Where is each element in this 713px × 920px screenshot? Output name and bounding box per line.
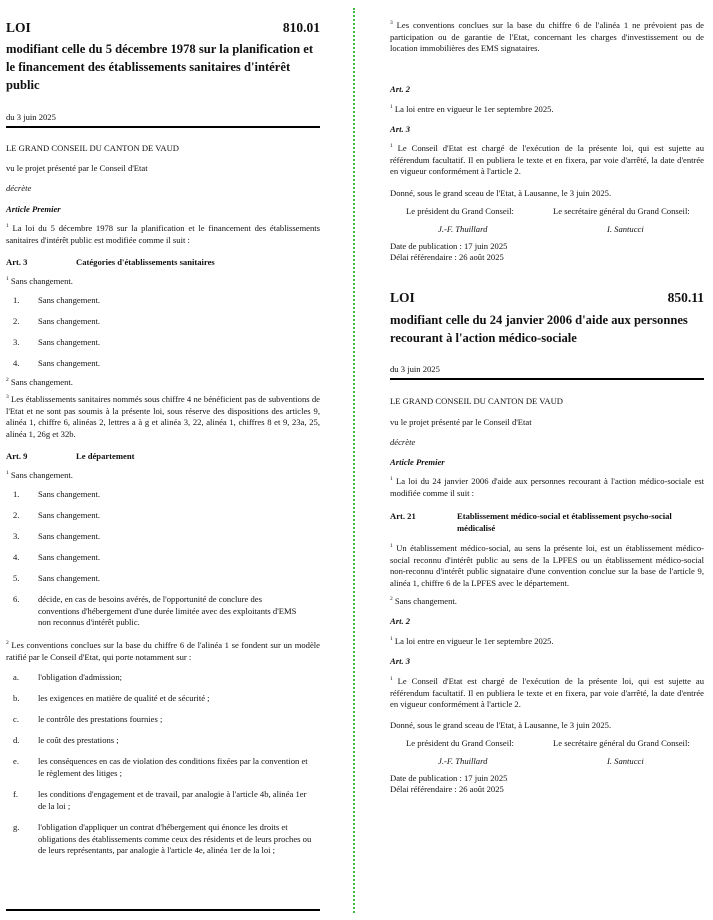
secretary2-name: I. Santucci: [607, 756, 644, 766]
list-item-number: f.: [13, 789, 19, 799]
law-title: modifiant celle du 5 décembre 1978 sur la planification et le financement des établissements sanitaires d'intérêt public: [6, 42, 314, 92]
art21-al1: $^1$ Un établissement médico-social, au sens la présente loi, est un établissement médico-social reconnu d'intérêt public au sens de la LPFES ou un établissement médico-social non-reconnu d'intérêt public signataire d'une convention conclue sur la base de l'article 9, alinéa 1, chiffre 6 de la LPFES avec le département.: [390, 543, 704, 588]
referendum-deadline: Délai référendaire : 26 août 2025: [390, 252, 504, 262]
loi-number: 810.01: [282, 20, 320, 35]
secretary2-label: Le secrétaire général du Grand Conseil:: [553, 738, 690, 748]
column-divider: [353, 8, 355, 913]
list-item: décide, en cas de besoins avérés, de l'opportunité de conclure des conventions d'hébergement d'une durée limitée avec des exploitants d'EMS non reconnus d'intérêt public.: [38, 594, 297, 628]
art2b-text: $^1$ La loi entre en vigueur le 1er septembre 2025.: [390, 636, 554, 646]
list-item-number: g.: [13, 822, 20, 832]
art3c-text: $^1$ Le Conseil d'Etat est chargé de l'exécution de la présente loi, qui est sujette au référendum facultatif. Il en publiera le texte et en fixera, par voie d'arrêté, la date d'entrée en vigueur conformément à l'article 2.: [390, 676, 704, 710]
publication-date: Date de publication : 17 juin 2025: [390, 241, 508, 251]
donne2-line: Donné, sous le grand sceau de l'Etat, à Lausanne, le 3 juin 2025.: [390, 720, 612, 730]
art21-al2: $^2$ Sans changement.: [390, 596, 457, 606]
loi2-label: LOI: [390, 290, 415, 305]
art9-al1: $^1$ Sans changement.: [6, 470, 73, 480]
president2-name: J.-F. Thuillard: [438, 756, 488, 766]
bottom-rule: [6, 909, 320, 911]
conseil-heading: LE GRAND CONSEIL DU CANTON DE VAUD: [6, 143, 179, 153]
list-item-number: a.: [13, 672, 19, 682]
art3-label: Art. 3: [6, 257, 28, 267]
president2-label: Le président du Grand Conseil:: [406, 738, 514, 748]
list-item-number: 3.: [13, 337, 20, 347]
list-item-number: 4.: [13, 358, 20, 368]
list-item-number: 2.: [13, 510, 20, 520]
art3b-text: $^1$ Le Conseil d'Etat est chargé de l'exécution de la présente loi, qui est sujette au référendum facultatif. Il en publiera le texte et en fixera, par voie d'arrêté, la date d'entrée en vigueur conformément à l'article 2.: [390, 143, 704, 177]
list-item-number: c.: [13, 714, 19, 724]
projet-line: vu le projet présenté par le Conseil d'Etat: [6, 163, 148, 173]
list-item: Sans changement.: [38, 552, 101, 562]
art3-title: Catégories d'établissements sanitaires: [76, 257, 215, 267]
decrete2-line: décrète: [390, 437, 416, 447]
president-name: J.-F. Thuillard: [438, 224, 488, 234]
list-item: Sans changement.: [38, 358, 101, 368]
list-item: Sans changement.: [38, 489, 101, 499]
list-item: les exigences en matière de qualité et de sécurité ;: [38, 693, 210, 703]
list-item: Sans changement.: [38, 316, 101, 326]
art2-text: $^1$ La loi entre en vigueur le 1er septembre 2025.: [390, 104, 554, 114]
list-item: Sans changement.: [38, 573, 101, 583]
donne-line: Donné, sous le grand sceau de l'Etat, à Lausanne, le 3 juin 2025.: [390, 188, 612, 198]
art9-title: Le département: [76, 451, 135, 461]
art9-al3: $^3$ Les conventions conclues sur la base du chiffre 6 de l'alinéa 1 ne prévoient pas de participation ou de garantie de l'Etat, concernant les charges d'investissement ou de location immobilières des EMS signataires.: [390, 20, 704, 54]
list-item: Sans changement.: [38, 337, 101, 347]
list-item: l'obligation d'appliquer un contrat d'hébergement qui énonce les droits et obligations des établissements comme ceux des résidents et de leurs proches ou de leurs représentants, par analogie à l'article 4e, alinéa 1er de la loi ;: [38, 822, 312, 856]
list-item-number: 2.: [13, 316, 20, 326]
list-item: Sans changement.: [38, 531, 101, 541]
law-date: du 3 juin 2025: [6, 112, 56, 122]
secretary-label: Le secrétaire général du Grand Conseil:: [553, 206, 690, 216]
art21-label: Art. 21: [390, 511, 416, 521]
art3c-label: Art. 3: [390, 656, 411, 666]
article-premier2-label: Article Premier: [390, 457, 445, 467]
conseil2-heading: LE GRAND CONSEIL DU CANTON DE VAUD: [390, 396, 563, 406]
title-rule: [6, 126, 320, 128]
art3-al2: $^2$ Sans changement.: [6, 377, 73, 387]
art9-label: Art. 9: [6, 451, 28, 461]
secretary-name: I. Santucci: [607, 224, 644, 234]
law2-date: du 3 juin 2025: [390, 364, 440, 374]
art3b-label: Art. 3: [390, 124, 411, 134]
article-premier2-text: $^1$ La loi du 24 janvier 2006 d'aide aux personnes recourant à l'action médico-sociale est modifiée comme il suit :: [390, 476, 704, 498]
list-item: Sans changement.: [38, 295, 101, 305]
decrete-line: décrète: [6, 183, 32, 193]
list-item-number: 3.: [13, 531, 20, 541]
list-item-number: d.: [13, 735, 20, 745]
referendum-deadline2: Délai référendaire : 26 août 2025: [390, 784, 504, 794]
list-item-number: 1.: [13, 489, 20, 499]
list-item: Sans changement.: [38, 510, 101, 520]
art21-title: Etablissement médico-social et établissement psycho-social médicalisé: [457, 511, 672, 533]
list-item: les conditions d'engagement et de travail, par analogie à l'article 4b, alinéa 1er de la loi ;: [38, 789, 307, 811]
projet2-line: vu le projet présenté par le Conseil d'Etat: [390, 417, 532, 427]
art2-label: Art. 2: [390, 84, 411, 94]
list-item-number: e.: [13, 756, 19, 766]
art3-al1: $^1$ Sans changement.: [6, 276, 73, 286]
article-premier-text: $^1$ La loi du 5 décembre 1978 sur la planification et le financement des établissements sanitaires d'intérêt public est modifiée comme il suit :: [6, 223, 320, 245]
loi2-number: 850.11: [667, 290, 704, 305]
list-item-number: 1.: [13, 295, 20, 305]
law2-title: modifiant celle du 24 janvier 2006 d'aide aux personnes recourant à l'action médico-sociale: [390, 313, 688, 345]
art2b-label: Art. 2: [390, 616, 411, 626]
art9-al2: $^2$ Les conventions conclues sur la base du chiffre 6 de l'alinéa 1 se fondent sur un modèle ratifié par le Conseil d'Etat, qui porte notamment sur :: [6, 640, 320, 662]
loi-label: LOI: [6, 20, 31, 35]
list-item-number: 6.: [13, 594, 20, 604]
list-item: les conséquences en cas de violation des conditions fixées par la convention et le règlement des litiges ;: [38, 756, 308, 778]
title2-rule: [390, 378, 704, 380]
list-item-number: 4.: [13, 552, 20, 562]
article-premier-label: Article Premier: [6, 204, 61, 214]
list-item: le contrôle des prestations fournies ;: [38, 714, 163, 724]
list-item: l'obligation d'admission;: [38, 672, 123, 682]
list-item-number: 5.: [13, 573, 20, 583]
art3-al3: $^3$ Les établissements sanitaires nommés sous chiffre 4 ne bénéficient pas de subventions de l'Etat et ne sont pas soumis à la présente loi, sous réserve des dispositions des articles 9, alinéa 1, chiffre 6, alinéas 2, lettres a à g et alinéa 3, 22, alinéa 1, chiffres 8 et 9, 23a, 25, alinéa 1, 26g et 32b.: [6, 394, 320, 439]
president-label: Le président du Grand Conseil:: [406, 206, 514, 216]
list-item-number: b.: [13, 693, 20, 703]
list-item: le coût des prestations ;: [38, 735, 119, 745]
publication-date2: Date de publication : 17 juin 2025: [390, 773, 508, 783]
